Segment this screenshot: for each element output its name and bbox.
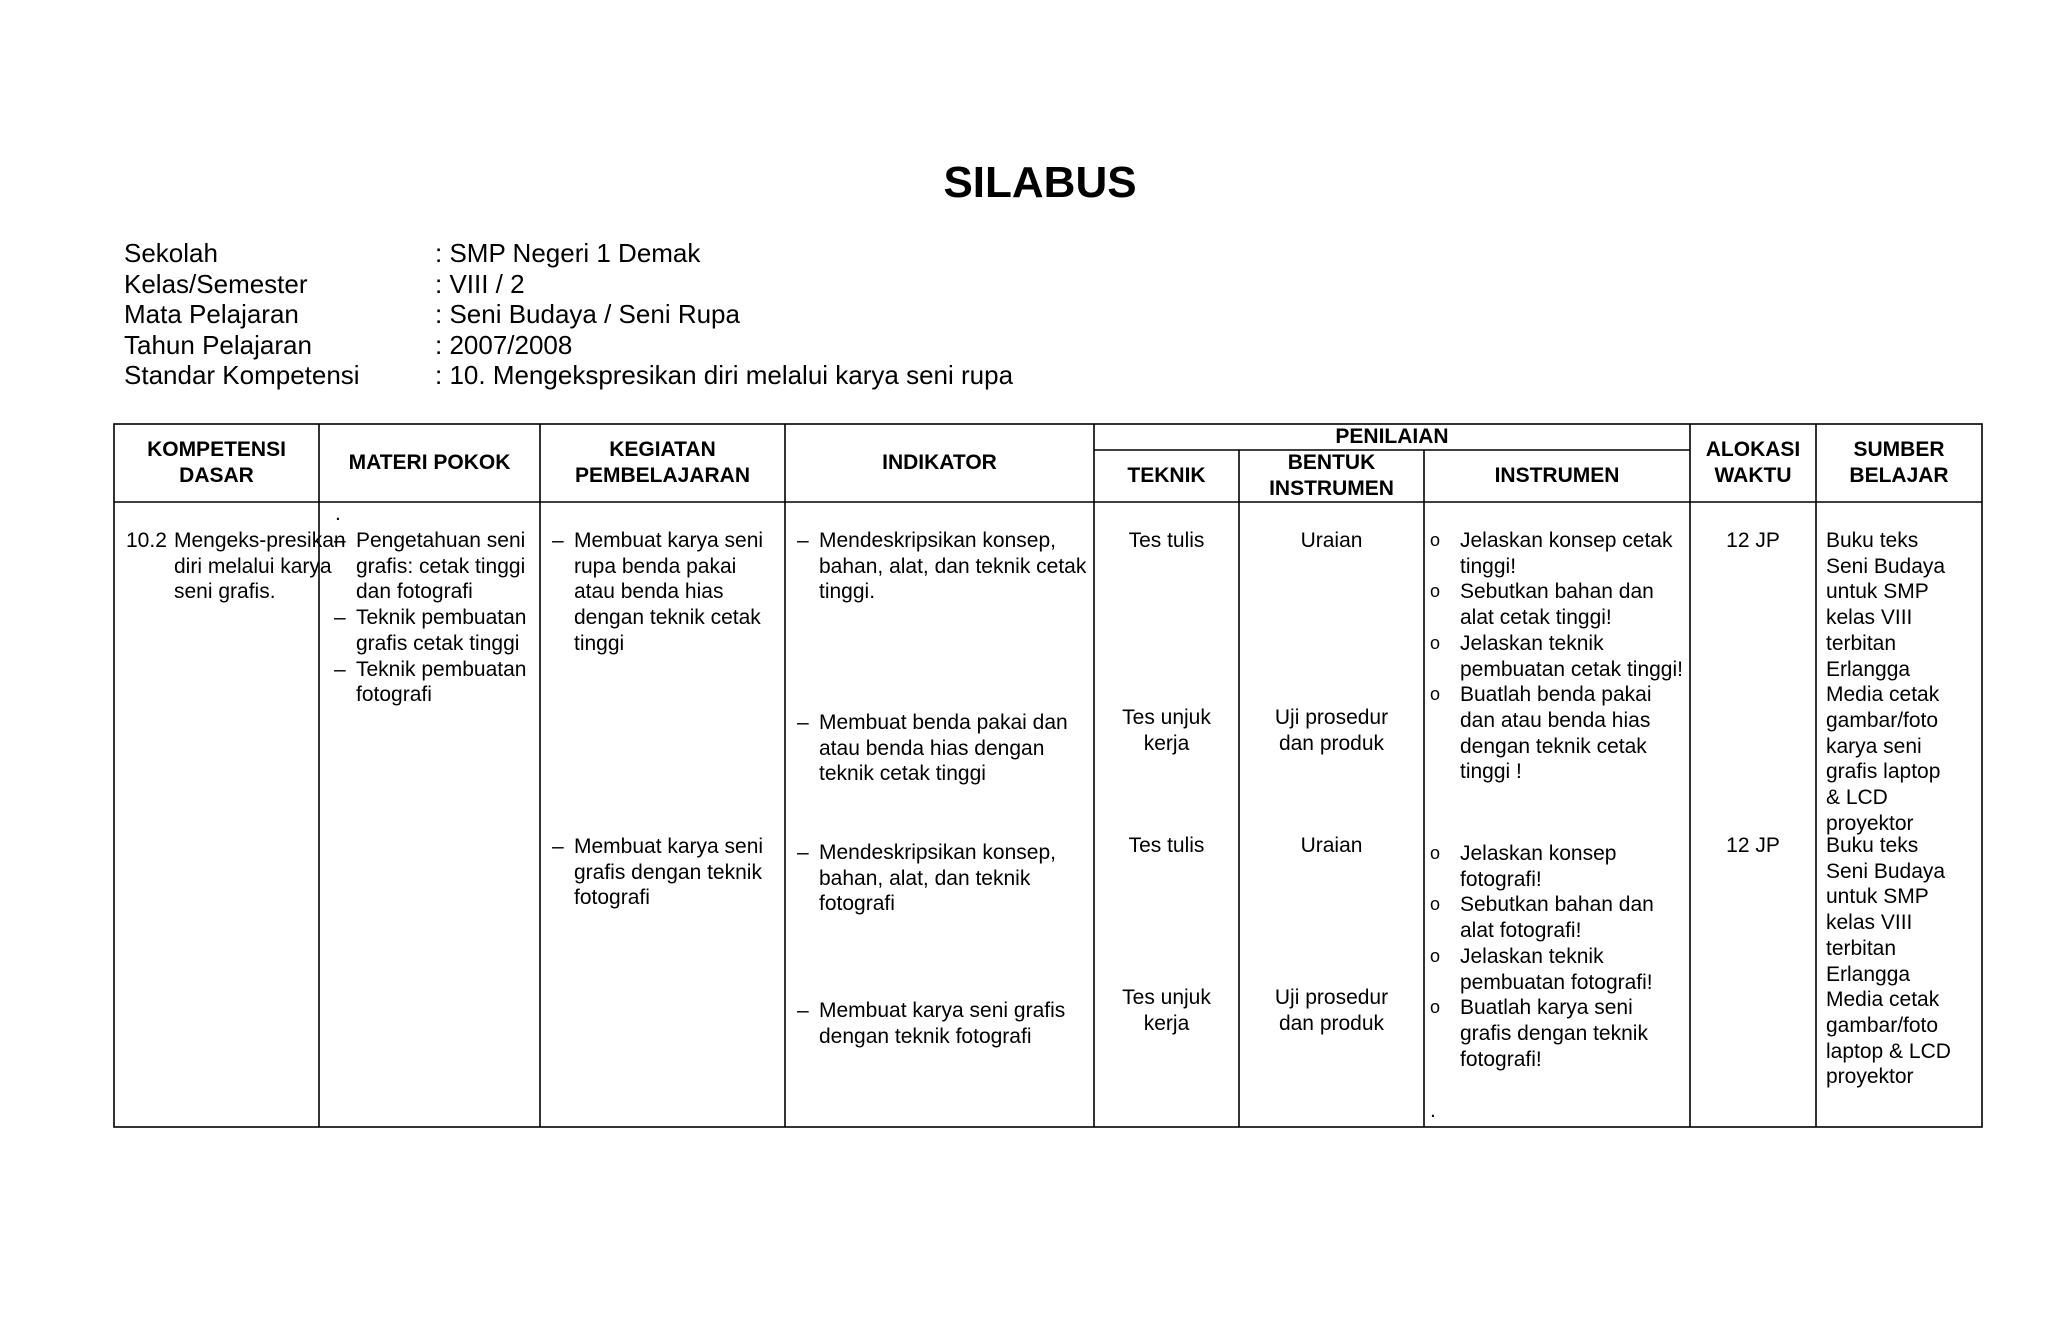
circle-bullet-icon: o (1430, 581, 1441, 602)
instrumen-cell-1 (1428, 528, 1686, 785)
header-alokasi-waktu: ALOKASI WAKTU (1705, 438, 1801, 487)
circle-bullet-icon: o (1430, 530, 1441, 550)
kegiatan-cell-1 (552, 528, 782, 657)
info-row-tahun (124, 330, 1013, 361)
bentuk-cell-2: Uji prosedur dan produk (1274, 706, 1389, 755)
header-kompetensi-dasar: KOMPETENSI DASAR (147, 438, 286, 487)
circle-bullet-icon: o (1430, 997, 1441, 1018)
header-teknik: TEKNIK (1127, 464, 1206, 487)
list-item: – Teknik pembuatan fotografi (334, 657, 534, 708)
header-penilaian: PENILAIAN (1335, 425, 1449, 448)
list-item: – Teknik pembuatan grafis cetak tinggi (334, 605, 534, 656)
list-item: o Jelaskan konsep cetak tinggi! (1430, 529, 1673, 578)
indikator-cell-2 (797, 710, 1089, 787)
info-label: Sekolah (124, 238, 218, 268)
materi-dot: . (335, 502, 341, 525)
alokasi-cell-1: 12 JP (1726, 529, 1780, 552)
info-row-kelas (124, 269, 1013, 300)
info-label: Tahun Pelajaran (124, 329, 312, 360)
list-item: – Membuat karya seni grafis dengan teknik fotografi (552, 834, 782, 911)
sumber-cell-2: Buku teks Seni Budaya untuk SMP kelas VIII terbitan Erlangga Media cetak gambar/foto laptop & LCD proyektor (1826, 834, 1951, 1089)
header-materi-pokok: MATERI POKOK (348, 451, 511, 474)
materi-list (334, 528, 534, 708)
teknik-cell-1: Tes tulis (1128, 529, 1205, 552)
list-item: – Pengetahuan seni grafis: cetak tinggi dan fotografi (334, 528, 534, 605)
indikator-cell-1 (797, 528, 1089, 605)
list-item: o Sebutkan bahan dan alat fotografi! (1430, 893, 1654, 943)
materi-pokok-cell (334, 502, 534, 708)
list-item: o Sebutkan bahan dan alat cetak tinggi! (1430, 580, 1654, 630)
info-label: Standar Kompetensi (124, 360, 360, 390)
header-kegiatan-pembelajaran: KEGIATAN PEMBELAJARAN (574, 438, 750, 487)
circle-bullet-icon: o (1430, 843, 1441, 863)
bentuk-cell-4: Uji prosedur dan produk (1274, 986, 1389, 1035)
info-value: : 10. Mengekspresikan diri melalui karya seni rupa (435, 360, 1014, 390)
info-label: Kelas/Semester (124, 268, 308, 299)
list-item: o Jelaskan teknik pembuatan cetak tinggi! (1430, 631, 1683, 681)
list-item: o Buatlah benda pakai dan atau benda hias dengan teknik cetak tinggi ! (1430, 683, 1652, 784)
info-value: : SMP Negeri 1 Demak (435, 238, 701, 268)
list-item: o Buatlah karya seni grafis dengan teknik fotografi! (1430, 996, 1648, 1071)
header-indikator: INDIKATOR (882, 451, 997, 474)
list-item: o Jelaskan konsep fotografi! (1430, 842, 1617, 891)
list-item: – Mendeskripsikan konsep, bahan, alat, dan teknik cetak tinggi. (797, 528, 1089, 605)
kompetensi-number: 10.2 (126, 529, 167, 552)
kegiatan-cell-2 (552, 834, 782, 911)
list-item: – Membuat benda pakai dan atau benda hias dengan teknik cetak tinggi (797, 710, 1089, 787)
teknik-cell-4: Tes unjuk kerja (1122, 986, 1211, 1035)
indikator-cell-3 (797, 840, 1089, 917)
list-item: – Mendeskripsikan konsep, bahan, alat, dan teknik fotografi (797, 840, 1089, 917)
list-item: – Membuat karya seni grafis dengan teknik fotografi (797, 998, 1089, 1049)
circle-bullet-icon: o (1430, 945, 1441, 966)
bentuk-cell-3: Uraian (1300, 834, 1363, 857)
header-sumber-belajar: SUMBER BELAJAR (1849, 438, 1949, 487)
alokasi-cell-2: 12 JP (1726, 834, 1780, 857)
info-row-sekolah (124, 238, 1013, 269)
info-row-standar (124, 360, 1013, 391)
kompetensi-text: Mengeks-presikan diri melalui karya seni grafis. (174, 529, 346, 604)
info-value: : VIII / 2 (435, 268, 525, 299)
info-label: Mata Pelajaran (124, 299, 299, 329)
info-value: : 2007/2008 (435, 329, 573, 360)
indikator-cell-4 (797, 998, 1089, 1049)
circle-bullet-icon: o (1430, 684, 1441, 705)
info-value: : Seni Budaya / Seni Rupa (435, 299, 740, 329)
instrumen-cell-2 (1428, 841, 1686, 1072)
list-item: o Jelaskan teknik pembuatan fotografi! (1430, 944, 1653, 994)
info-row-mapel (124, 299, 1013, 330)
info-block (124, 238, 1013, 391)
bentuk-cell-1: Uraian (1300, 529, 1363, 552)
circle-bullet-icon: o (1430, 894, 1441, 915)
header-instrumen: INSTRUMEN (1494, 464, 1620, 487)
sumber-cell-1: Buku teks Seni Budaya untuk SMP kelas VIII terbitan Erlangga Media cetak gambar/foto karya seni grafis laptop & LCD proyektor (1826, 529, 1946, 835)
teknik-cell-3: Tes tulis (1128, 834, 1205, 857)
kompetensi-dasar-cell (126, 528, 354, 605)
document-title: SILABUS (943, 158, 1137, 207)
header-bentuk-instrumen: BENTUK INSTRUMEN (1269, 451, 1394, 500)
list-item: – Membuat karya seni rupa benda pakai atau benda hias dengan teknik cetak tinggi (552, 528, 782, 657)
instrumen-end-dot: . (1430, 1099, 1436, 1122)
teknik-cell-2: Tes unjuk kerja (1122, 706, 1211, 755)
circle-bullet-icon: o (1430, 632, 1441, 653)
